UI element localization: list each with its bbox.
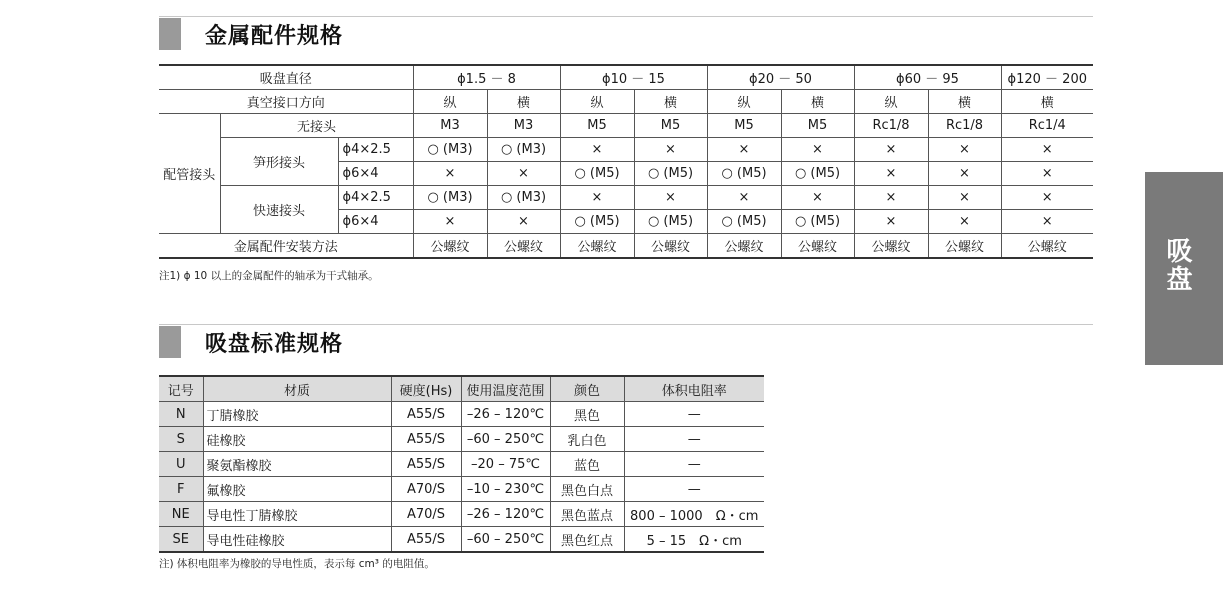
material-cell: 聚氨酯橡胶 xyxy=(203,452,391,477)
table-cell: M5 xyxy=(781,114,854,138)
table-cell: × xyxy=(634,138,707,162)
table-row xyxy=(159,138,1093,162)
table-cell: × xyxy=(707,186,781,210)
table-cell: × xyxy=(560,138,634,162)
table-cell: × xyxy=(928,162,1001,186)
section-header-pad-spec xyxy=(159,324,1093,359)
table-row xyxy=(159,427,764,452)
column-header: 体积电阻率 xyxy=(624,376,764,402)
resistivity-cell: — xyxy=(624,477,764,502)
hardness-cell: A55/S xyxy=(391,427,461,452)
material-cell: 氟橡胶 xyxy=(203,477,391,502)
column-header: 颜色 xyxy=(550,376,624,402)
resistivity-cell: 800 – 1000 Ω・cm xyxy=(624,502,764,527)
table-cell: × xyxy=(854,138,928,162)
diameter-cell: ϕ20 － 50 xyxy=(707,65,854,90)
temperature-cell: –60 – 250℃ xyxy=(461,427,550,452)
table-cell: M3 xyxy=(413,114,487,138)
table-cell: 公螺纹 xyxy=(560,234,634,259)
table-cell: 公螺纹 xyxy=(413,234,487,259)
table-cell: ○ (M5) xyxy=(634,162,707,186)
material-cell: 导电性丁腈橡胶 xyxy=(203,502,391,527)
table-row xyxy=(159,186,1093,210)
table-cell: 公螺纹 xyxy=(487,234,560,259)
table-cell: × xyxy=(707,138,781,162)
symbol-cell: U xyxy=(159,452,203,477)
table-cell: 公螺纹 xyxy=(634,234,707,259)
direction-cell: 纵 xyxy=(854,90,928,114)
table-cell: × xyxy=(854,162,928,186)
table-cell: ○ (M5) xyxy=(707,210,781,234)
table-cell: 公螺纹 xyxy=(854,234,928,259)
table-row xyxy=(159,477,764,502)
table-row xyxy=(159,90,1093,114)
direction-cell: 横 xyxy=(487,90,560,114)
piping-label: 配管接头 xyxy=(159,114,220,234)
table-cell: × xyxy=(1001,138,1093,162)
temperature-cell: –26 – 120℃ xyxy=(461,402,550,427)
material-cell: 导电性硅橡胶 xyxy=(203,527,391,553)
diameter-cell: ϕ1.5 － 8 xyxy=(413,65,560,90)
resistivity-cell: 5 – 15 Ω・cm xyxy=(624,527,764,553)
table-cell: × xyxy=(1001,186,1093,210)
color-cell: 蓝色 xyxy=(550,452,624,477)
column-header: 材质 xyxy=(203,376,391,402)
table-cell: × xyxy=(928,138,1001,162)
resistivity-cell: — xyxy=(624,402,764,427)
table-cell: ○ (M5) xyxy=(781,210,854,234)
section-title: 金属配件规格 xyxy=(205,24,344,49)
table-cell: ○ (M5) xyxy=(560,210,634,234)
size-cell: ϕ6×4 xyxy=(338,162,413,186)
color-cell: 黑色白点 xyxy=(550,477,624,502)
footnote-resistivity: 注) 体积电阻率为橡胶的导电性质，表示每 cm³ 的电阻值。 xyxy=(159,558,435,570)
table-cell: 公螺纹 xyxy=(1001,234,1093,259)
direction-cell: 横 xyxy=(634,90,707,114)
table-cell: ○ (M3) xyxy=(487,186,560,210)
side-category-label: 吸盘 xyxy=(1162,237,1192,293)
table-row xyxy=(159,65,1093,90)
barb-fitting-label: 笋形接头 xyxy=(220,138,338,186)
table-cell: × xyxy=(928,210,1001,234)
direction-cell: 纵 xyxy=(707,90,781,114)
table-row xyxy=(159,527,764,553)
table-cell: M5 xyxy=(707,114,781,138)
table-cell: ○ (M3) xyxy=(413,138,487,162)
table-cell: × xyxy=(781,186,854,210)
metal-fitting-spec-table xyxy=(159,64,1093,259)
diameter-cell: ϕ10 － 15 xyxy=(560,65,707,90)
symbol-cell: F xyxy=(159,477,203,502)
hardness-cell: A55/S xyxy=(391,452,461,477)
table-cell: × xyxy=(1001,162,1093,186)
table-cell: Rc1/4 xyxy=(1001,114,1093,138)
direction-cell: 纵 xyxy=(413,90,487,114)
table-row xyxy=(159,402,764,427)
section-marker xyxy=(159,326,181,358)
footnote-metal-fittings: 注1) ϕ 10 以上的金属配件的轴承为干式轴承。 xyxy=(159,270,379,282)
diameter-cell: ϕ120 － 200 xyxy=(1001,65,1093,90)
temperature-cell: –60 – 250℃ xyxy=(461,527,550,553)
table-cell: 公螺纹 xyxy=(928,234,1001,259)
table-cell: 公螺纹 xyxy=(707,234,781,259)
table-cell: M5 xyxy=(634,114,707,138)
direction-cell: 横 xyxy=(928,90,1001,114)
table-cell: × xyxy=(1001,210,1093,234)
column-header: 使用温度范围 xyxy=(461,376,550,402)
symbol-cell: N xyxy=(159,402,203,427)
table-row xyxy=(159,452,764,477)
table-cell: × xyxy=(487,210,560,234)
table-cell: Rc1/8 xyxy=(854,114,928,138)
table-cell: ○ (M5) xyxy=(781,162,854,186)
diameter-label: 吸盘直径 xyxy=(159,65,413,90)
color-cell: 黑色红点 xyxy=(550,527,624,553)
table-header-row xyxy=(159,376,764,402)
direction-cell: 纵 xyxy=(560,90,634,114)
size-cell: ϕ6×4 xyxy=(338,210,413,234)
pad-material-spec-table xyxy=(159,375,764,553)
direction-cell: 横 xyxy=(1001,90,1093,114)
symbol-cell: NE xyxy=(159,502,203,527)
resistivity-cell: — xyxy=(624,452,764,477)
material-cell: 硅橡胶 xyxy=(203,427,391,452)
table-cell: × xyxy=(413,210,487,234)
table-cell: × xyxy=(487,162,560,186)
hardness-cell: A70/S xyxy=(391,477,461,502)
table-row xyxy=(159,114,1093,138)
mount-method-label: 金属配件安装方法 xyxy=(159,234,413,259)
color-cell: 黑色 xyxy=(550,402,624,427)
material-cell: 丁腈橡胶 xyxy=(203,402,391,427)
temperature-cell: –10 – 230℃ xyxy=(461,477,550,502)
table-cell: ○ (M5) xyxy=(634,210,707,234)
table-cell: M5 xyxy=(560,114,634,138)
table-cell: × xyxy=(854,186,928,210)
no-fitting-label: 无接头 xyxy=(220,114,413,138)
table-cell: × xyxy=(634,186,707,210)
column-header: 硬度(Hs) xyxy=(391,376,461,402)
size-cell: ϕ4×2.5 xyxy=(338,186,413,210)
table-cell: × xyxy=(413,162,487,186)
table-cell: × xyxy=(928,186,1001,210)
quick-fitting-label: 快速接头 xyxy=(220,186,338,234)
table-cell: ○ (M3) xyxy=(413,186,487,210)
section-title: 吸盘标准规格 xyxy=(205,332,344,357)
table-row xyxy=(159,502,764,527)
hardness-cell: A70/S xyxy=(391,502,461,527)
size-cell: ϕ4×2.5 xyxy=(338,138,413,162)
table-cell: × xyxy=(854,210,928,234)
section-header-metal-fittings xyxy=(159,16,1093,51)
direction-cell: 横 xyxy=(781,90,854,114)
hardness-cell: A55/S xyxy=(391,402,461,427)
direction-label: 真空接口方向 xyxy=(159,90,413,114)
color-cell: 乳白色 xyxy=(550,427,624,452)
table-cell: ○ (M5) xyxy=(560,162,634,186)
table-cell: × xyxy=(781,138,854,162)
temperature-cell: –20 – 75℃ xyxy=(461,452,550,477)
temperature-cell: –26 – 120℃ xyxy=(461,502,550,527)
hardness-cell: A55/S xyxy=(391,527,461,553)
table-cell: ○ (M3) xyxy=(487,138,560,162)
section-marker xyxy=(159,18,181,50)
table-cell: × xyxy=(560,186,634,210)
resistivity-cell: — xyxy=(624,427,764,452)
table-cell: Rc1/8 xyxy=(928,114,1001,138)
table-cell: ○ (M5) xyxy=(707,162,781,186)
column-header: 记号 xyxy=(159,376,203,402)
diameter-cell: ϕ60 － 95 xyxy=(854,65,1001,90)
table-cell: 公螺纹 xyxy=(781,234,854,259)
color-cell: 黑色蓝点 xyxy=(550,502,624,527)
symbol-cell: S xyxy=(159,427,203,452)
table-row xyxy=(159,234,1093,259)
symbol-cell: SE xyxy=(159,527,203,553)
table-cell: M3 xyxy=(487,114,560,138)
